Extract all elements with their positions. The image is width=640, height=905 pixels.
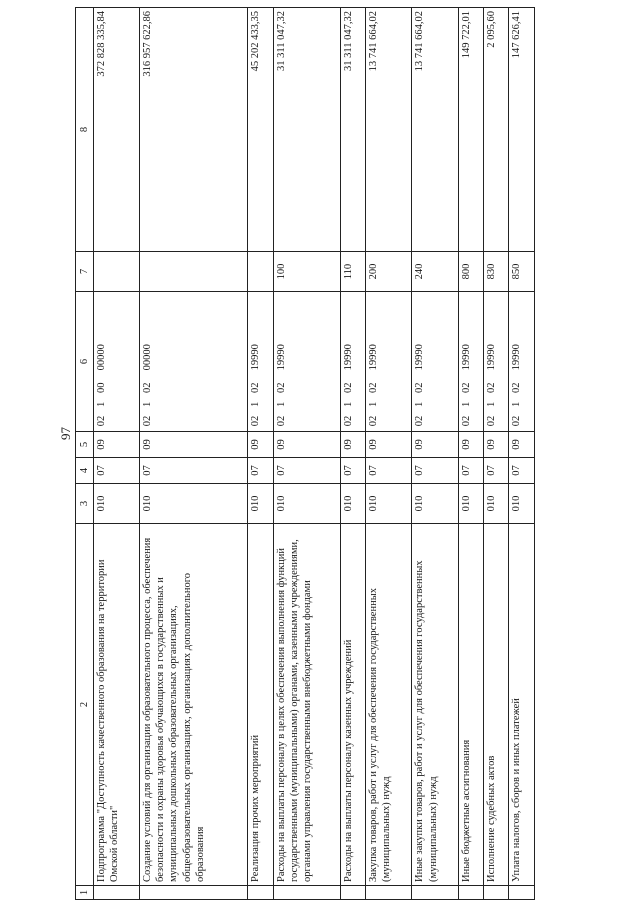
row-col3: 010 bbox=[140, 484, 248, 524]
program-code-part: 1 bbox=[250, 401, 262, 407]
row-col7: 110 bbox=[340, 252, 365, 292]
program-code-part: 02 bbox=[414, 415, 426, 427]
program-code-part: 02 bbox=[96, 415, 107, 427]
row-amount: 2 095,60 bbox=[484, 8, 509, 252]
row-col5: 09 bbox=[458, 432, 483, 458]
row-empty-cell bbox=[94, 886, 140, 900]
program-code-part: 00000 bbox=[142, 344, 154, 371]
row-col4: 07 bbox=[94, 458, 140, 484]
row-name: Иные закупки товаров, работ и услуг для обеспечения государственных (муниципальных) нужд bbox=[412, 524, 458, 886]
row-col3: 010 bbox=[484, 484, 509, 524]
row-col3: 010 bbox=[458, 484, 483, 524]
row-name: Закупка товаров, работ и услуг для обеспечения государственных (муниципальных) нужд bbox=[366, 524, 412, 886]
row-empty-cell bbox=[273, 886, 340, 900]
row-col5: 09 bbox=[509, 432, 535, 458]
table-row bbox=[94, 8, 140, 900]
row-program-code bbox=[366, 292, 412, 432]
row-col7: 830 bbox=[484, 252, 509, 292]
program-code-part: 02 bbox=[275, 382, 287, 393]
program-code-part: 1 bbox=[460, 401, 472, 407]
row-col3: 010 bbox=[366, 484, 412, 524]
column-header-3: 3 bbox=[76, 484, 94, 524]
row-col3: 010 bbox=[412, 484, 458, 524]
row-program-code bbox=[140, 292, 248, 432]
row-empty-cell bbox=[484, 886, 509, 900]
row-col7 bbox=[248, 252, 273, 292]
row-col5: 09 bbox=[366, 432, 412, 458]
row-amount: 149 722,01 bbox=[458, 8, 483, 252]
row-col7 bbox=[94, 252, 140, 292]
table-row bbox=[140, 8, 248, 900]
row-col4: 07 bbox=[340, 458, 365, 484]
row-name: Расходы на выплаты персоналу казенных учреждений bbox=[340, 524, 365, 886]
program-code-part: 02 bbox=[511, 415, 523, 427]
rotated-table-container bbox=[75, 8, 535, 900]
row-col5: 09 bbox=[94, 432, 140, 458]
column-header-8: 8 bbox=[76, 8, 94, 252]
row-name: Расходы на выплаты персоналу в целях обеспечения выполнения функций государственными (муниципальными) органами, казенными учреждениями, органами управления государственными внебюджетными фондами bbox=[273, 524, 340, 886]
row-col7: 800 bbox=[458, 252, 483, 292]
row-col4: 07 bbox=[273, 458, 340, 484]
row-col5: 09 bbox=[248, 432, 273, 458]
row-col3: 010 bbox=[248, 484, 273, 524]
program-code-part: 1 bbox=[486, 401, 498, 407]
row-empty-cell bbox=[248, 886, 273, 900]
row-program-code bbox=[273, 292, 340, 432]
program-code-part: 02 bbox=[342, 382, 354, 393]
program-code-part: 1 bbox=[96, 401, 107, 407]
row-col5: 09 bbox=[273, 432, 340, 458]
row-col4: 07 bbox=[366, 458, 412, 484]
row-name: Подпрограмма "Доступность качественного образования на территории Омской области" bbox=[94, 524, 140, 886]
row-name: Реализация прочих мероприятий bbox=[248, 524, 273, 886]
program-code-part: 02 bbox=[486, 415, 498, 427]
program-code-part: 02 bbox=[486, 382, 498, 393]
table-row bbox=[340, 8, 365, 900]
row-col3: 010 bbox=[340, 484, 365, 524]
program-code-part: 00 bbox=[96, 382, 107, 393]
table-row bbox=[412, 8, 458, 900]
row-col5: 09 bbox=[412, 432, 458, 458]
row-program-code bbox=[484, 292, 509, 432]
row-col3: 010 bbox=[509, 484, 535, 524]
program-code-part: 02 bbox=[460, 415, 472, 427]
row-empty-cell bbox=[366, 886, 412, 900]
row-program-code bbox=[412, 292, 458, 432]
program-code-part: 19990 bbox=[414, 344, 426, 371]
column-header-4: 4 bbox=[76, 458, 94, 484]
row-empty-cell bbox=[340, 886, 365, 900]
program-code-part: 1 bbox=[511, 401, 523, 407]
program-code-part: 1 bbox=[342, 401, 354, 407]
program-code-part: 1 bbox=[142, 401, 154, 407]
row-amount: 31 311 047,32 bbox=[340, 8, 365, 252]
row-empty-cell bbox=[509, 886, 535, 900]
program-code-part: 19990 bbox=[275, 344, 287, 371]
program-code-part: 02 bbox=[342, 415, 354, 427]
table-row bbox=[484, 8, 509, 900]
program-code-part: 02 bbox=[142, 382, 154, 393]
program-code-part: 02 bbox=[275, 415, 287, 427]
program-code-part: 02 bbox=[368, 415, 380, 427]
page-number: 97 bbox=[58, 427, 73, 440]
row-col7: 100 bbox=[273, 252, 340, 292]
row-col4: 07 bbox=[509, 458, 535, 484]
program-code-part: 19990 bbox=[460, 344, 472, 371]
row-col5: 09 bbox=[484, 432, 509, 458]
row-name: Исполнение судебных актов bbox=[484, 524, 509, 886]
program-code-part: 02 bbox=[250, 415, 262, 427]
program-code-part: 1 bbox=[414, 401, 426, 407]
table-body bbox=[94, 8, 535, 900]
row-empty-cell bbox=[412, 886, 458, 900]
row-program-code bbox=[248, 292, 273, 432]
row-amount: 31 311 047,32 bbox=[273, 8, 340, 252]
table-row bbox=[458, 8, 483, 900]
row-name: Уплата налогов, сборов и иных платежей bbox=[509, 524, 535, 886]
program-code-part: 02 bbox=[511, 382, 523, 393]
program-code-part: 19990 bbox=[250, 344, 262, 371]
row-empty-cell bbox=[458, 886, 483, 900]
row-amount: 13 741 664,02 bbox=[366, 8, 412, 252]
row-amount: 45 202 433,35 bbox=[248, 8, 273, 252]
row-col5: 09 bbox=[340, 432, 365, 458]
column-header-7: 7 bbox=[76, 252, 94, 292]
program-code-part: 19990 bbox=[342, 344, 354, 371]
row-amount: 372 828 335,84 bbox=[94, 8, 140, 252]
program-code-part: 19990 bbox=[368, 344, 380, 371]
row-col4: 07 bbox=[458, 458, 483, 484]
program-code-part: 02 bbox=[414, 382, 426, 393]
table-row bbox=[248, 8, 273, 900]
row-program-code bbox=[509, 292, 535, 432]
row-col7: 200 bbox=[366, 252, 412, 292]
program-code-part: 02 bbox=[142, 415, 154, 427]
row-col4: 07 bbox=[484, 458, 509, 484]
row-col4: 07 bbox=[248, 458, 273, 484]
table-header-row bbox=[76, 8, 94, 900]
row-col7 bbox=[140, 252, 248, 292]
row-empty-cell bbox=[140, 886, 248, 900]
program-code-part: 00000 bbox=[96, 344, 107, 371]
row-col3: 010 bbox=[94, 484, 140, 524]
table-row bbox=[273, 8, 340, 900]
program-code-part: 19990 bbox=[486, 344, 498, 371]
program-code-part: 02 bbox=[368, 382, 380, 393]
row-amount: 316 957 622,86 bbox=[140, 8, 248, 252]
table-row bbox=[509, 8, 535, 900]
row-program-code bbox=[458, 292, 483, 432]
row-name: Иные бюджетные ассигнования bbox=[458, 524, 483, 886]
program-code-part: 1 bbox=[275, 401, 287, 407]
row-col7: 850 bbox=[509, 252, 535, 292]
row-col3: 010 bbox=[273, 484, 340, 524]
column-header-1: 1 bbox=[76, 886, 94, 900]
row-amount: 13 741 664,02 bbox=[412, 8, 458, 252]
row-col7: 240 bbox=[412, 252, 458, 292]
row-col5: 09 bbox=[140, 432, 248, 458]
column-header-2: 2 bbox=[76, 524, 94, 886]
row-name: Создание условий для организации образовательного процесса, обеспечения безопасности и охраны здоровья обучающихся в государственных и муниципальных дошкольных образовательных организациях, общеобразовательных организациях, организациях дополнительного образования bbox=[140, 524, 248, 886]
program-code-part: 02 bbox=[460, 382, 472, 393]
row-amount: 147 626,41 bbox=[509, 8, 535, 252]
table-row bbox=[366, 8, 412, 900]
row-program-code bbox=[94, 292, 140, 432]
program-code-part: 19990 bbox=[511, 344, 523, 371]
row-col4: 07 bbox=[140, 458, 248, 484]
program-code-part: 1 bbox=[368, 401, 380, 407]
row-program-code bbox=[340, 292, 365, 432]
budget-table bbox=[75, 7, 535, 900]
program-code-part: 02 bbox=[250, 382, 262, 393]
column-header-5: 5 bbox=[76, 432, 94, 458]
column-header-6: 6 bbox=[76, 292, 94, 432]
row-col4: 07 bbox=[412, 458, 458, 484]
